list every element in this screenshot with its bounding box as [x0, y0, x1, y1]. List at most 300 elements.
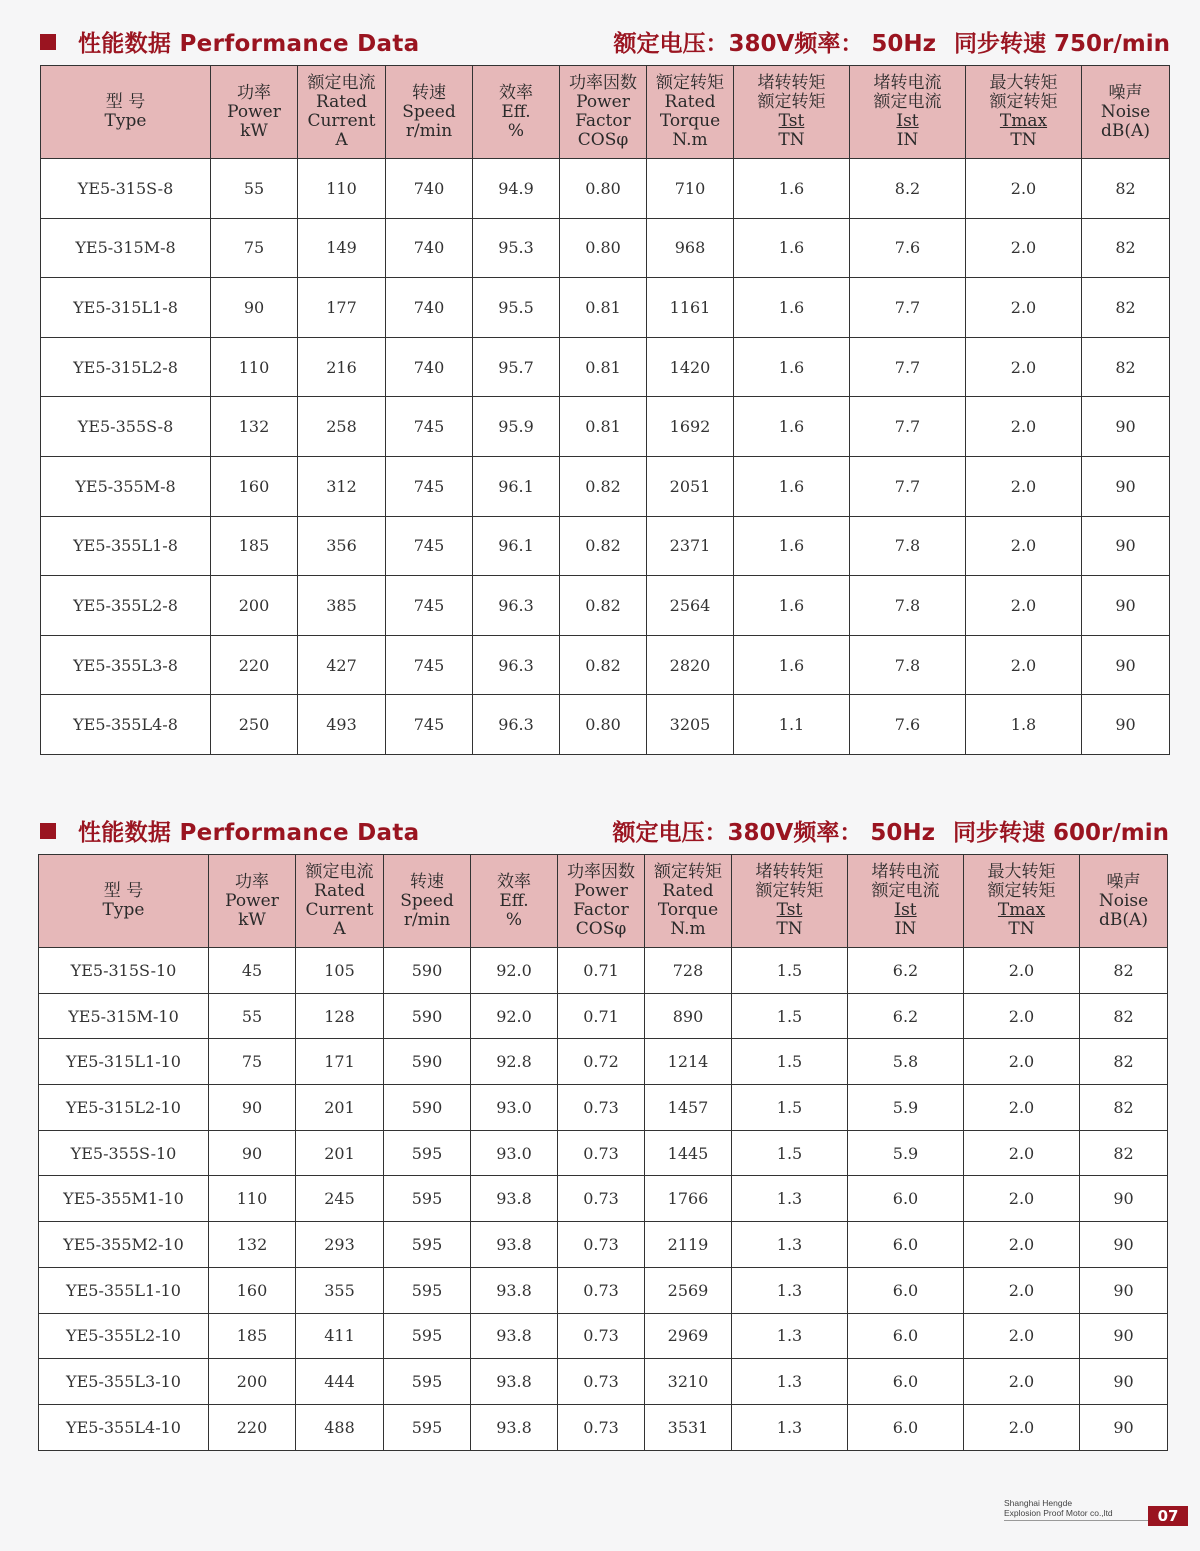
- cell-speed: 745: [386, 576, 473, 636]
- cell-tmax: 2.0: [966, 516, 1082, 576]
- rated-frequency: 频率： 50Hz: [794, 31, 937, 57]
- cell-pf: 0.81: [560, 278, 647, 338]
- cell-type: YE5-355S-10: [39, 1130, 209, 1176]
- cell-torque: 2119: [645, 1222, 732, 1268]
- column-header-line: TN: [1008, 919, 1035, 939]
- cell-speed: 745: [386, 516, 473, 576]
- column-header-line: TN: [776, 919, 803, 939]
- column-header-line: 额定电流: [873, 92, 942, 112]
- column-header-line: 额定电流: [305, 862, 374, 882]
- cell-tst: 1.3: [732, 1267, 848, 1313]
- column-header-line: 堵转电流: [871, 862, 940, 882]
- cell-noise: 82: [1082, 337, 1170, 397]
- cell-type: YE5-355L1-10: [39, 1267, 209, 1313]
- cell-torque: 710: [647, 159, 734, 219]
- cell-pf: 0.82: [560, 456, 647, 516]
- rated-spec: [613, 814, 1169, 847]
- cell-eff: 93.8: [471, 1267, 558, 1313]
- cell-noise: 90: [1082, 397, 1170, 457]
- cell-type: YE5-355M2-10: [39, 1222, 209, 1268]
- cell-torque: 1692: [647, 397, 734, 457]
- cell-speed: 595: [384, 1222, 471, 1268]
- cell-eff: 92.0: [471, 948, 558, 994]
- column-header-line: Factor: [573, 900, 629, 920]
- cell-pf: 0.71: [558, 948, 645, 994]
- table-row: [39, 1267, 1168, 1313]
- cell-tst: 1.1: [734, 695, 850, 755]
- column-header-line: Rated: [313, 881, 366, 901]
- cell-eff: 95.3: [473, 218, 560, 278]
- cell-power: 185: [209, 1313, 296, 1359]
- column-header-pf: [558, 855, 645, 948]
- table-row: [39, 1130, 1168, 1176]
- table-row: [39, 993, 1168, 1039]
- cell-speed: 740: [386, 218, 473, 278]
- column-header-line: Type: [102, 900, 145, 920]
- table-row: [41, 397, 1170, 457]
- column-header-line: 型 号: [105, 92, 146, 112]
- cell-power: 110: [211, 337, 298, 397]
- cell-current: 128: [296, 993, 384, 1039]
- cell-torque: 2564: [647, 576, 734, 636]
- cell-tst: 1.3: [732, 1176, 848, 1222]
- section-header-600: [0, 811, 1200, 851]
- column-header-eff: [471, 855, 558, 948]
- cell-eff: 93.0: [471, 1085, 558, 1131]
- column-header-line: 功率因数: [569, 73, 637, 93]
- cell-type: YE5-355L3-8: [41, 635, 211, 695]
- cell-speed: 745: [386, 397, 473, 457]
- cell-eff: 92.8: [471, 1039, 558, 1085]
- cell-eff: 96.3: [473, 576, 560, 636]
- column-header-torque: [645, 855, 732, 948]
- cell-torque: 1420: [647, 337, 734, 397]
- cell-power: 55: [209, 993, 296, 1039]
- cell-current: 411: [296, 1313, 384, 1359]
- cell-power: 160: [211, 456, 298, 516]
- section-title: 性能数据 Performance Data: [78, 31, 420, 57]
- cell-speed: 595: [384, 1313, 471, 1359]
- cell-power: 250: [211, 695, 298, 755]
- cell-tst: 1.3: [732, 1404, 848, 1450]
- cell-torque: 3531: [645, 1404, 732, 1450]
- cell-tmax: 2.0: [964, 1085, 1080, 1131]
- cell-ist: 7.8: [850, 635, 966, 695]
- column-header-noise: [1080, 855, 1168, 948]
- column-header-line: Tst: [778, 111, 805, 131]
- column-header-line: 噪声: [1106, 871, 1141, 892]
- cell-type: YE5-315M-8: [41, 218, 211, 278]
- cell-current: 312: [298, 456, 386, 516]
- column-header-line: kW: [240, 120, 268, 141]
- cell-ist: 6.0: [848, 1222, 964, 1268]
- cell-ist: 7.7: [850, 397, 966, 457]
- column-header-noise: [1082, 66, 1170, 159]
- table-row: [39, 1359, 1168, 1405]
- column-header-line: Current: [307, 111, 376, 131]
- section-header-750: [0, 22, 1200, 62]
- cell-noise: 82: [1080, 1039, 1168, 1085]
- cell-current: 488: [296, 1404, 384, 1450]
- cell-torque: 1161: [647, 278, 734, 338]
- cell-speed: 590: [384, 948, 471, 994]
- column-header-pf: [560, 66, 647, 159]
- cell-torque: 968: [647, 218, 734, 278]
- cell-noise: 90: [1080, 1313, 1168, 1359]
- column-header-line: Noise: [1098, 890, 1149, 911]
- column-header-speed: [386, 66, 473, 159]
- cell-speed: 595: [384, 1359, 471, 1405]
- cell-tst: 1.6: [734, 397, 850, 457]
- cell-pf: 0.71: [558, 993, 645, 1039]
- cell-current: 493: [298, 695, 386, 755]
- column-header-line: Torque: [659, 111, 721, 131]
- cell-tmax: 2.0: [966, 635, 1082, 695]
- cell-power: 220: [209, 1404, 296, 1450]
- column-header-line: 效率: [497, 871, 531, 892]
- column-header-line: 额定转矩: [757, 92, 826, 112]
- column-header-line: Rated: [315, 92, 368, 112]
- column-header-line: r/min: [403, 909, 451, 930]
- cell-noise: 90: [1080, 1404, 1168, 1450]
- column-header-tst: [732, 855, 848, 948]
- cell-power: 132: [211, 397, 298, 457]
- column-header-line: IN: [894, 919, 917, 939]
- column-header-line: Power: [576, 92, 630, 112]
- column-header-line: IN: [896, 130, 919, 150]
- cell-power: 75: [211, 218, 298, 278]
- cell-pf: 0.80: [560, 695, 647, 755]
- cell-tst: 1.6: [734, 278, 850, 338]
- cell-ist: 7.7: [850, 456, 966, 516]
- column-header-line: Power: [227, 101, 281, 122]
- table-row: [41, 635, 1170, 695]
- cell-noise: 82: [1082, 218, 1170, 278]
- cell-type: YE5-355M1-10: [39, 1176, 209, 1222]
- table-row: [41, 695, 1170, 755]
- cell-speed: 740: [386, 337, 473, 397]
- cell-type: YE5-355L2-10: [39, 1313, 209, 1359]
- cell-pf: 0.73: [558, 1404, 645, 1450]
- cell-pf: 0.80: [560, 218, 647, 278]
- cell-tst: 1.3: [732, 1359, 848, 1405]
- cell-current: 177: [298, 278, 386, 338]
- column-header-line: 功率: [235, 871, 269, 892]
- cell-tst: 1.6: [734, 337, 850, 397]
- column-header-line: r/min: [405, 120, 453, 141]
- cell-current: 427: [298, 635, 386, 695]
- cell-current: 385: [298, 576, 386, 636]
- cell-power: 160: [209, 1267, 296, 1313]
- column-header-line: A: [335, 130, 348, 150]
- cell-power: 90: [211, 278, 298, 338]
- cell-noise: 90: [1082, 576, 1170, 636]
- cell-type: YE5-355L4-10: [39, 1404, 209, 1450]
- cell-ist: 6.0: [848, 1176, 964, 1222]
- cell-tst: 1.5: [732, 1130, 848, 1176]
- cell-eff: 95.9: [473, 397, 560, 457]
- rated-frequency: 频率： 50Hz: [793, 820, 936, 846]
- cell-tst: 1.5: [732, 993, 848, 1039]
- cell-torque: 1766: [645, 1176, 732, 1222]
- cell-ist: 5.9: [848, 1085, 964, 1131]
- cell-current: 444: [296, 1359, 384, 1405]
- column-header-line: dB(A): [1101, 120, 1150, 141]
- column-header-line: Power: [225, 890, 279, 911]
- cell-type: YE5-315S-10: [39, 948, 209, 994]
- cell-ist: 6.2: [848, 993, 964, 1039]
- cell-tst: 1.6: [734, 218, 850, 278]
- table-row: [39, 1176, 1168, 1222]
- cell-ist: 7.6: [850, 218, 966, 278]
- page-number: 07: [1148, 1506, 1188, 1526]
- column-header-tmax: [966, 66, 1082, 159]
- cell-pf: 0.73: [558, 1359, 645, 1405]
- column-header-type: [41, 66, 211, 159]
- cell-current: 171: [296, 1039, 384, 1085]
- cell-torque: 2371: [647, 516, 734, 576]
- column-header-line: dB(A): [1099, 909, 1148, 930]
- cell-torque: 1445: [645, 1130, 732, 1176]
- cell-current: 293: [296, 1222, 384, 1268]
- cell-tst: 1.5: [732, 948, 848, 994]
- cell-type: YE5-315M-10: [39, 993, 209, 1039]
- column-header-power: [209, 855, 296, 948]
- cell-ist: 6.0: [848, 1359, 964, 1405]
- cell-ist: 7.8: [850, 516, 966, 576]
- column-header-line: 堵转电流: [873, 73, 942, 93]
- cell-noise: 90: [1080, 1176, 1168, 1222]
- cell-tmax: 2.0: [966, 337, 1082, 397]
- column-header-line: Speed: [400, 890, 454, 911]
- cell-pf: 0.81: [560, 397, 647, 457]
- cell-noise: 90: [1082, 635, 1170, 695]
- column-header-line: Tmax: [999, 111, 1048, 131]
- cell-eff: 93.0: [471, 1130, 558, 1176]
- cell-speed: 595: [384, 1404, 471, 1450]
- cell-ist: 8.2: [850, 159, 966, 219]
- cell-pf: 0.73: [558, 1176, 645, 1222]
- cell-torque: 2969: [645, 1313, 732, 1359]
- header-row: [39, 855, 1168, 948]
- cell-torque: 1457: [645, 1085, 732, 1131]
- cell-torque: 2051: [647, 456, 734, 516]
- column-header-line: 额定电流: [871, 881, 940, 901]
- column-header-ist: [848, 855, 964, 948]
- column-header-line: 额定转矩: [987, 881, 1056, 901]
- column-header-line: 最大转矩: [989, 73, 1058, 93]
- cell-pf: 0.82: [560, 635, 647, 695]
- column-header-line: Tmax: [997, 900, 1046, 920]
- cell-pf: 0.73: [558, 1267, 645, 1313]
- cell-type: YE5-315L1-10: [39, 1039, 209, 1085]
- cell-tmax: 2.0: [966, 159, 1082, 219]
- sync-speed: 同步转速 600r/min: [953, 820, 1169, 846]
- cell-eff: 93.8: [471, 1222, 558, 1268]
- cell-tmax: 2.0: [964, 1176, 1080, 1222]
- column-header-line: 最大转矩: [987, 862, 1056, 882]
- column-header-line: 额定电流: [307, 73, 376, 93]
- cell-speed: 745: [386, 456, 473, 516]
- cell-power: 75: [209, 1039, 296, 1085]
- cell-tmax: 2.0: [966, 397, 1082, 457]
- column-header-line: TN: [778, 130, 805, 150]
- cell-type: YE5-315L1-8: [41, 278, 211, 338]
- column-header-line: 额定转矩: [654, 862, 722, 882]
- cell-ist: 7.8: [850, 576, 966, 636]
- performance-table-750: [40, 65, 1170, 755]
- cell-pf: 0.73: [558, 1085, 645, 1131]
- column-header-line: 效率: [499, 82, 533, 103]
- cell-ist: 6.2: [848, 948, 964, 994]
- cell-ist: 6.0: [848, 1404, 964, 1450]
- column-header-line: 转速: [412, 82, 446, 103]
- column-header-line: %: [505, 909, 523, 930]
- cell-speed: 595: [384, 1267, 471, 1313]
- column-header-line: N.m: [672, 130, 708, 150]
- column-header-line: COSφ: [577, 130, 629, 150]
- cell-pf: 0.72: [558, 1039, 645, 1085]
- cell-tmax: 2.0: [964, 993, 1080, 1039]
- cell-tmax: 2.0: [964, 1222, 1080, 1268]
- column-header-line: 功率: [237, 82, 271, 103]
- cell-ist: 5.8: [848, 1039, 964, 1085]
- cell-type: YE5-355L4-8: [41, 695, 211, 755]
- column-header-speed: [384, 855, 471, 948]
- cell-power: 132: [209, 1222, 296, 1268]
- cell-ist: 5.9: [848, 1130, 964, 1176]
- column-header-line: 额定转矩: [755, 881, 824, 901]
- cell-ist: 7.6: [850, 695, 966, 755]
- cell-speed: 740: [386, 278, 473, 338]
- column-header-line: 转速: [410, 871, 444, 892]
- cell-tst: 1.6: [734, 635, 850, 695]
- cell-pf: 0.80: [560, 159, 647, 219]
- column-header-line: 型 号: [103, 881, 144, 901]
- cell-current: 110: [298, 159, 386, 219]
- cell-pf: 0.82: [560, 576, 647, 636]
- cell-speed: 595: [384, 1176, 471, 1222]
- cell-eff: 93.8: [471, 1359, 558, 1405]
- cell-noise: 90: [1080, 1359, 1168, 1405]
- cell-speed: 595: [384, 1130, 471, 1176]
- header-row: [41, 66, 1170, 159]
- cell-pf: 0.82: [560, 516, 647, 576]
- cell-torque: 890: [645, 993, 732, 1039]
- cell-current: 105: [296, 948, 384, 994]
- rated-spec: [614, 25, 1170, 58]
- performance-table-600: [38, 854, 1168, 1451]
- cell-eff: 93.8: [471, 1176, 558, 1222]
- cell-current: 356: [298, 516, 386, 576]
- column-header-line: Rated: [664, 92, 716, 112]
- table-row: [41, 456, 1170, 516]
- company-name-line1: Shanghai Hengde: [1004, 1498, 1073, 1508]
- cell-power: 185: [211, 516, 298, 576]
- table-row: [41, 516, 1170, 576]
- table-row: [41, 576, 1170, 636]
- cell-power: 55: [211, 159, 298, 219]
- cell-torque: 2820: [647, 635, 734, 695]
- column-header-line: Speed: [402, 101, 456, 122]
- cell-ist: 6.0: [848, 1313, 964, 1359]
- column-header-line: 堵转转矩: [757, 73, 826, 93]
- column-header-line: 功率因数: [567, 862, 635, 882]
- section-square-icon: [40, 34, 56, 50]
- cell-eff: 94.9: [473, 159, 560, 219]
- cell-power: 90: [209, 1130, 296, 1176]
- cell-tst: 1.6: [734, 516, 850, 576]
- cell-pf: 0.73: [558, 1222, 645, 1268]
- table-row: [41, 278, 1170, 338]
- cell-tmax: 2.0: [964, 948, 1080, 994]
- cell-torque: 728: [645, 948, 732, 994]
- column-header-line: Factor: [575, 111, 631, 131]
- cell-tmax: 2.0: [964, 1404, 1080, 1450]
- column-header-current: [296, 855, 384, 948]
- cell-current: 149: [298, 218, 386, 278]
- cell-power: 110: [209, 1176, 296, 1222]
- cell-eff: 92.0: [471, 993, 558, 1039]
- sync-speed: 同步转速 750r/min: [954, 31, 1170, 57]
- cell-noise: 90: [1082, 456, 1170, 516]
- column-header-line: Eff.: [501, 101, 531, 122]
- cell-eff: 95.5: [473, 278, 560, 338]
- cell-speed: 745: [386, 635, 473, 695]
- cell-noise: 82: [1080, 1130, 1168, 1176]
- cell-type: YE5-315S-8: [41, 159, 211, 219]
- cell-speed: 590: [384, 1085, 471, 1131]
- cell-power: 200: [209, 1359, 296, 1405]
- cell-current: 201: [296, 1085, 384, 1131]
- cell-torque: 1214: [645, 1039, 732, 1085]
- cell-pf: 0.73: [558, 1130, 645, 1176]
- cell-eff: 96.1: [473, 516, 560, 576]
- cell-tmax: 2.0: [964, 1267, 1080, 1313]
- cell-torque: 3205: [647, 695, 734, 755]
- cell-eff: 96.3: [473, 635, 560, 695]
- cell-power: 220: [211, 635, 298, 695]
- section-square-icon: [40, 823, 56, 839]
- rated-voltage: 额定电压：380V: [613, 31, 795, 57]
- section-title: 性能数据 Performance Data: [78, 820, 420, 846]
- cell-eff: 93.8: [471, 1313, 558, 1359]
- cell-speed: 745: [386, 695, 473, 755]
- column-header-line: COSφ: [575, 919, 627, 939]
- cell-eff: 93.8: [471, 1404, 558, 1450]
- cell-noise: 90: [1082, 516, 1170, 576]
- cell-power: 45: [209, 948, 296, 994]
- cell-speed: 740: [386, 159, 473, 219]
- rated-voltage: 额定电压：380V: [612, 820, 794, 846]
- column-header-line: kW: [238, 909, 266, 930]
- column-header-type: [39, 855, 209, 948]
- cell-tmax: 1.8: [966, 695, 1082, 755]
- cell-noise: 82: [1080, 948, 1168, 994]
- cell-tmax: 2.0: [964, 1039, 1080, 1085]
- table-row: [39, 1404, 1168, 1450]
- cell-noise: 82: [1082, 159, 1170, 219]
- cell-type: YE5-355L3-10: [39, 1359, 209, 1405]
- cell-type: YE5-315L2-10: [39, 1085, 209, 1131]
- cell-eff: 95.7: [473, 337, 560, 397]
- cell-eff: 96.3: [473, 695, 560, 755]
- cell-type: YE5-355L2-8: [41, 576, 211, 636]
- table-row: [39, 948, 1168, 994]
- column-header-ist: [850, 66, 966, 159]
- table-row: [41, 218, 1170, 278]
- column-header-power: [211, 66, 298, 159]
